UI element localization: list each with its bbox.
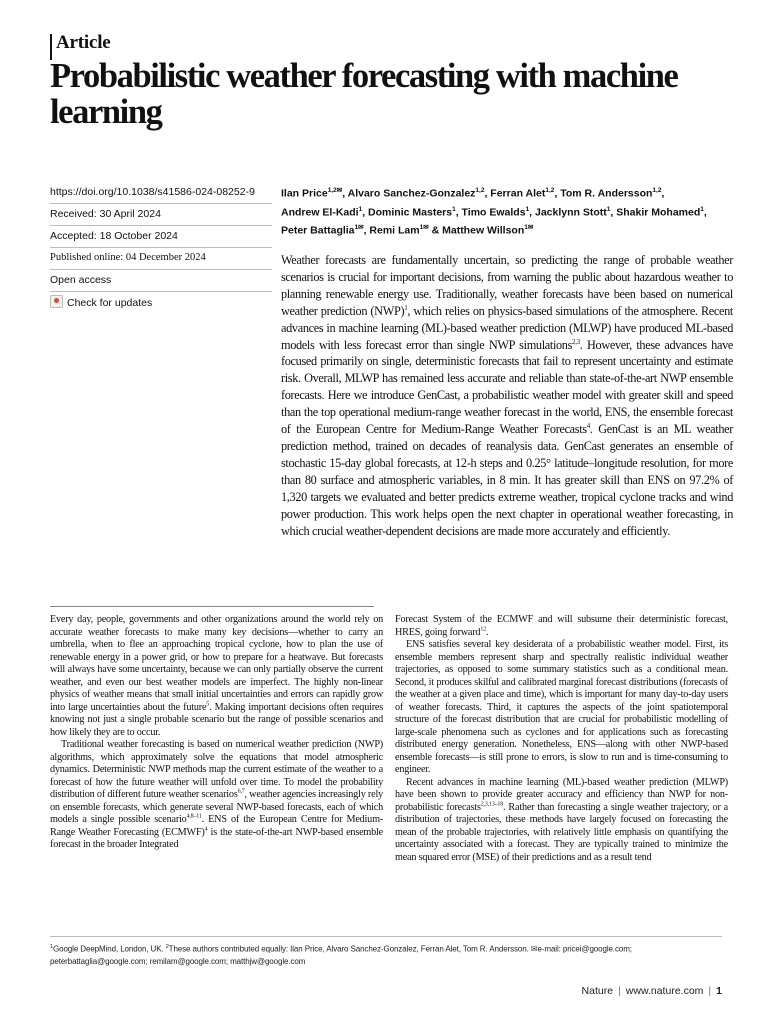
abstract: Weather forecasts are fundamentally uncertain, so predicting the range of probable weather scenarios is crucial for important decisions, from warning the public about hazardous weather to planning renewable energy use. Traditionally, weather forecasts have been based on numerical weather prediction (NWP)$^1$, which relies on physics-based simulations of the atmosphere. Recent advances in machine learning (ML)-based weather prediction (MLWP) have produced ML-based models with less forecast error than single NWP simulations$^{2,3}$. However, these advances have focused primarily on single, deterministic forecasts that fail to represent uncertainty and estimate risk. Overall, MLWP has remained less accurate and reliable than state-of-the-art NWP ensemble forecasts. Here we introduce GenCast, a probabilistic weather model with greater skill and speed than the top operational medium-range weather forecast in the world, ENS, the ensemble forecast of the European Centre for Medium-Range Weather Forecasts$^4$. GenCast is an ML weather prediction method, trained on decades of reanalysis data. GenCast generates an ensemble of stochastic 15-day global forecasts, at 12-h steps and 0.25° latitude–longitude resolution, for more than 80 surface and atmospheric variables, in 8 min. It has greater skill than ENS on 97.2% of 1,320 targets we evaluated and better predicts extreme weather, tropical cyclone tracks and wind power production. This work helps open the next chapter in operational weather forecasting, in which crucial weather-dependent decisions are made more accurately and efficiently. (281, 253, 734, 538)
check-for-updates-label: Check for updates (67, 297, 153, 309)
page-footer (582, 985, 722, 997)
email-icon: ✉ (530, 944, 538, 954)
check-for-updates-button[interactable] (50, 292, 272, 314)
body-column-right (395, 614, 728, 864)
accepted-date: Accepted: 18 October 2024 (50, 226, 272, 248)
article-metadata (50, 182, 272, 314)
body-paragraph: Every day, people, governments and other organizations around the world rely on accurate weather forecasts to make many key decisions—whether to carry an umbrella, when to flee an approaching tropical cyclone, how to plan the use of renewable energy in a power grid, or how to prepare for a heatwave. But forecasts will always have some uncertainty, because we can only partially observe the current weather, and even our best weather models are imperfect. The highly non-linear physics of weather means that small initial uncertainties and errors can rapidly grow into large uncertainties about the future$^5$. Making important decisions often requires knowing not just a single probable scenario but the range of possible scenarios and how likely they are to occur. (50, 614, 383, 738)
journal-url[interactable]: www.nature.com (625, 985, 704, 997)
authors-line-3: Peter Battaglia$^{1✉}$, Remi Lam$^{1✉}$ & Matthew Willson$^{1✉}$ (281, 224, 534, 237)
body-paragraph: Forecast System of the ECMWF and will subsume their deterministic forecast, HRES, going forward$^{12}$. (395, 614, 728, 638)
check-for-updates-icon (50, 295, 63, 308)
page-number: 1 (716, 985, 722, 997)
article-title: Probabilistic weather forecasting with machine learning (50, 57, 678, 131)
body-column-left (50, 614, 383, 852)
footer-separator: | (618, 985, 621, 997)
body-paragraph: ENS satisfies several key desiderata of a probabilistic weather model. First, its ensemble members represent sharp and spectrally realistic individual weather trajectories, as opposed to some summary statistics such as a conditional mean. Second, it produces skilful and calibrated marginal forecast distributions (forecasts of the weather at a given place and time), which is important for many day-to-day users of weather forecasts. Third, it captures the aspects of the joint spatiotemporal structure of the forecast distribution that are crucial for probabilistic modelling of large-scale phenomena such as cyclones and for applications such as forecasting distributed energy generation. Nonetheless, ENS—along with other NWP-based ensemble forecasts—is still prone to errors, is slow to run and is time-consuming to engineer. (395, 639, 728, 775)
footnote-divider (50, 936, 722, 937)
authors-line-2: Andrew El-Kadi$^1$, Dominic Masters$^1$, Timo Ewalds$^1$, Jacklynn Stott$^1$, Shakir Mohamed$^1$, (281, 205, 707, 218)
body-divider (50, 606, 374, 607)
body-paragraph: Traditional weather forecasting is based on numerical weather prediction (NWP) algorithms, which approximately solve the equations that model atmospheric dynamics. Deterministic NWP methods map the current estimate of the weather to a forecast of how the future weather will unfold over time. To model the probability distribution of different future weather scenarios$^{6,7}$, weather agencies increasingly rely on ensemble forecasts, which generate several NWP-based forecasts, each of which models a single possible scenario$^{4,8-11}$. ENS of the European Centre for Medium-Range Weather Forecasting (ECMWF)$^4$ is the state-of-the-art NWP-based ensemble forecast in the broader Integrated (50, 739, 383, 850)
affiliations-footnote: $^1$Google DeepMind, London, UK. $^2$These authors contributed equally: Ilan Price, Alvaro Sanchez-Gonzalez, Ferran Alet, Tom R. Andersson. ✉e-mail: pricei@google.com; peterbattaglia@google.com; remilam@google.com; matthjw@google.com (50, 944, 632, 966)
open-access-label: Open access (50, 270, 272, 292)
journal-name: Nature (581, 985, 614, 997)
footer-separator: | (708, 985, 712, 997)
authors-line-1: Ilan Price$^{1,2✉}$, Alvaro Sanchez-Gonzalez$^{1,2}$, Ferran Alet$^{1,2}$, Tom R. Andersson$^{1,2}$, (281, 187, 665, 200)
author-list (281, 183, 721, 239)
section-label: Article (56, 32, 111, 53)
published-date: Published online: 04 December 2024 (50, 248, 272, 270)
body-paragraph: Recent advances in machine learning (ML)-based weather prediction (MLWP) have been shown to provide greater accuracy and efficiency than NWP for non-probabilistic forecasts$^{2,3,13-18}$. Rather than forecasting a single weather trajectory, or a distribution of trajectories, these methods have largely focused on forecasting the mean of the probable trajectories, with relatively little emphasis on quantifying the uncertainty associated with a forecast. They are typically trained to minimize the mean squared error (MSE) of their predictions and as a result tend (395, 776, 729, 863)
doi-link[interactable]: https://doi.org/10.1038/s41586-024-08252-9 (50, 182, 272, 204)
received-date: Received: 30 April 2024 (50, 204, 272, 226)
